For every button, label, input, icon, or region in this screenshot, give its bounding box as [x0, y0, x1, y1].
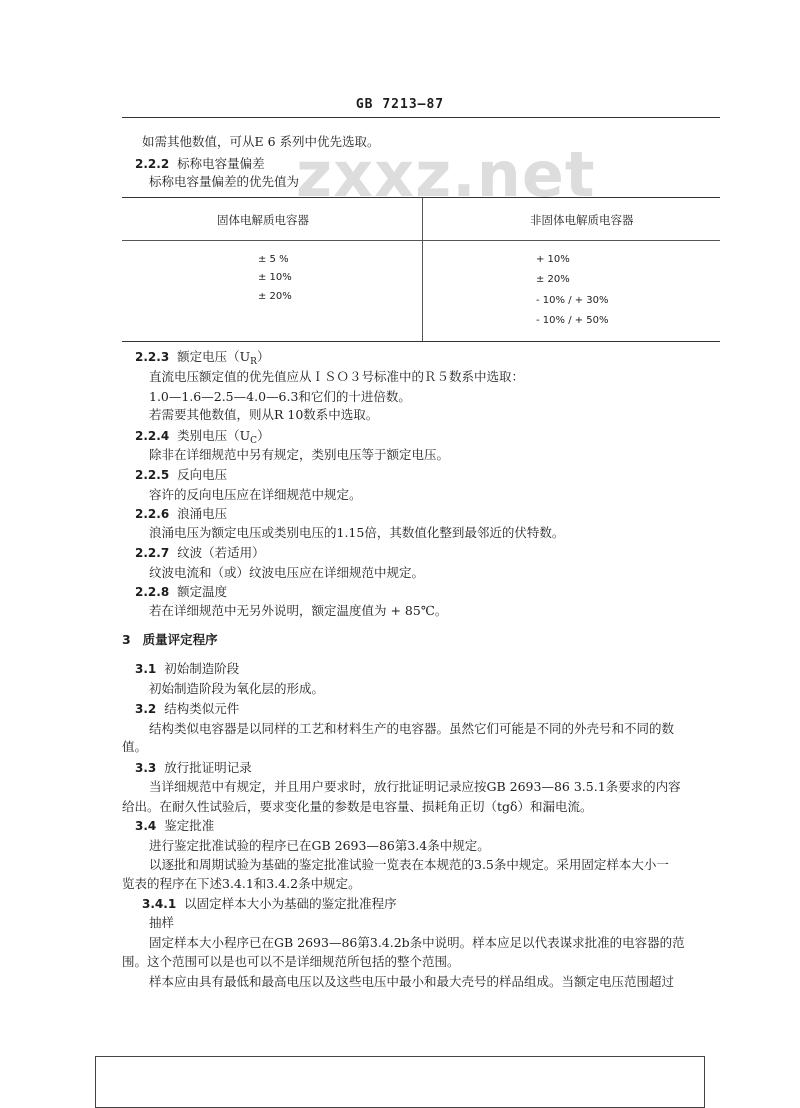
table-cell: - 10% / + 30% — [536, 295, 609, 306]
header-rule — [122, 117, 720, 118]
intro-line: 如需其他数值，可从E 6 系列中优先选取。 — [142, 134, 380, 149]
section-number: 3.4 — [135, 819, 157, 833]
section-2-2-2-body: 标称电容量偏差的优先值为 — [149, 174, 300, 189]
watermark: zxxz.net — [296, 138, 596, 211]
section-title-end: ） — [257, 428, 270, 443]
section-title: 以固定样本大小为基础的鉴定批准程序 — [184, 896, 397, 911]
paragraph-line: 容许的反向电压应在详细规范中规定。 — [149, 487, 362, 502]
paragraph-line: 结构类似电容器是以同样的工艺和材料生产的电容器。虽然它们可能是不同的外壳号和不同的数 — [149, 721, 675, 736]
section-3-1-heading — [135, 660, 239, 678]
section-title: 鉴定批准 — [164, 818, 215, 833]
section-2-2-2-heading — [135, 155, 265, 173]
section-number: 2.2.6 — [135, 507, 170, 521]
paragraph-line: 当详细规范中有规定，并且用户要求时，放行批证明记录应按GB 2693—86 3.5.1条要求的内容 — [149, 779, 681, 794]
section-title-end: ） — [256, 349, 270, 364]
table-header-solid: 固体电解质电容器 — [217, 213, 309, 227]
table-cell: ± 20% — [258, 291, 292, 302]
section-number: 3.4.1 — [142, 897, 177, 911]
chapter-number: 3 — [122, 632, 131, 647]
paragraph-line: 初始制造阶段为氧化层的形成。 — [149, 681, 325, 696]
section-number: 3.1 — [135, 662, 157, 676]
section-title: 反向电压 — [177, 467, 228, 482]
section-number: 2.2.4 — [135, 429, 170, 443]
paragraph-line: 固定样本大小程序已在GB 2693—86第3.4.2b条中说明。样本应足以代表谋求批准的电容器的范 — [149, 935, 685, 950]
section-number: 2.2.3 — [135, 350, 170, 364]
subscript: R — [250, 357, 257, 367]
section-title: 额定电压（U — [177, 349, 251, 364]
section-title: 额定温度 — [177, 584, 228, 599]
section-2-2-7-heading — [135, 544, 265, 562]
paragraph-line: 样本应由具有最低和最高电压以及这些电压中最小和最大壳号的样品组成。当额定电压范围超过 — [149, 974, 675, 989]
table-cell: + 10% — [536, 254, 570, 265]
section-title: 类别电压（U — [177, 428, 251, 443]
table-cell: ± 20% — [536, 274, 570, 285]
section-title: 标称电容量偏差 — [177, 156, 265, 171]
paragraph-line: 浪涌电压为额定电压或类别电压的1.15倍，其数值化整到最邻近的伏特数。 — [149, 525, 565, 540]
paragraph-line: 给出。在耐久性试验后，要求变化量的参数是电容量、损耗角正切（tgδ）和漏电流。 — [122, 799, 593, 814]
section-2-2-5-heading — [135, 466, 227, 484]
section-title: 结构类似元件 — [164, 701, 240, 716]
section-title: 初始制造阶段 — [164, 661, 240, 676]
section-3-2-heading — [135, 700, 239, 718]
chapter-3-heading — [122, 631, 218, 649]
subsection-title: 抽样 — [149, 915, 175, 930]
paragraph-line: 进行鉴定批准试验的程序已在GB 2693—86第3.4条中规定。 — [149, 838, 490, 853]
section-number: 2.2.8 — [135, 585, 170, 599]
section-number: 3.2 — [135, 702, 157, 716]
section-2-2-8-heading — [135, 583, 227, 601]
paragraph-line: 值。 — [122, 739, 148, 754]
table-cell: ± 5 % — [258, 254, 289, 265]
paragraph-line: 直流电压额定值的优先值应从ＩＳＯ３号标准中的Ｒ５数系中选取： — [149, 369, 525, 384]
section-number: 3.3 — [135, 761, 157, 775]
table-cell: - 10% / + 50% — [536, 315, 609, 326]
paragraph-line: 若需要其他数值，则从R 10数系中选取。 — [149, 407, 379, 422]
tolerance-table — [122, 197, 720, 342]
section-number: 2.2.7 — [135, 546, 170, 560]
standard-number-header: GB 7213—87 — [355, 97, 445, 112]
table-header-divider — [122, 240, 720, 241]
section-title: 浪涌电压 — [177, 506, 228, 521]
table-header-non-solid: 非固体电解质电容器 — [530, 213, 634, 227]
section-2-2-6-heading — [135, 505, 227, 523]
section-number: 2.2.5 — [135, 468, 170, 482]
section-3-4-heading — [135, 817, 214, 835]
paragraph-line: 纹波电流和（或）纹波电压应在详细规范中规定。 — [149, 565, 425, 580]
section-title: 纹波（若适用） — [177, 545, 265, 560]
paragraph-line: 围。这个范围可以是也可以不是详细规范所包括的整个范围。 — [122, 954, 460, 969]
table-cell: ± 10% — [258, 272, 292, 283]
section-title: 放行批证明记录 — [164, 760, 252, 775]
table-column-divider — [422, 198, 423, 341]
section-number: 2.2.2 — [135, 157, 170, 171]
section-3-3-heading — [135, 759, 252, 777]
subscript: C — [250, 436, 258, 446]
chapter-title: 质量评定程序 — [142, 632, 218, 647]
paragraph-line: 览表的程序在下述3.4.1和3.4.2条中规定。 — [122, 876, 361, 891]
paragraph-line: 若在详细规范中无另外说明，额定温度值为 + 85℃。 — [149, 603, 448, 618]
footer-frame — [95, 1056, 705, 1108]
paragraph-line: 1.0—1.6—2.5—4.0—6.3和它们的十进倍数。 — [149, 389, 411, 404]
paragraph-line: 除非在详细规范中另有规定，类别电压等于额定电压。 — [149, 447, 450, 462]
paragraph-line: 以逐批和周期试验为基础的鉴定批准试验一览表在本规范的3.5条中规定。采用固定样本大小一 — [149, 857, 669, 872]
section-3-4-1-heading — [142, 895, 397, 913]
